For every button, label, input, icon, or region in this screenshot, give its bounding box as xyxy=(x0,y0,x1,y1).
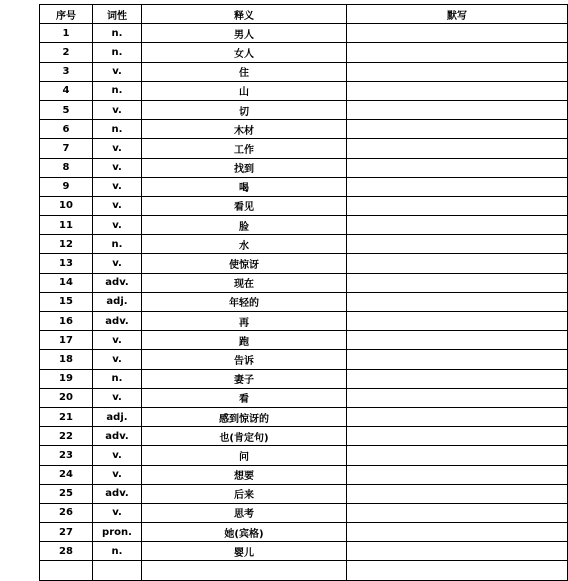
table-row xyxy=(40,235,568,254)
row-index: 19 xyxy=(40,369,93,388)
row-meaning: 看见 xyxy=(142,196,347,215)
row-meaning: 脸 xyxy=(142,216,347,235)
row-dictation-cell[interactable] xyxy=(347,446,568,465)
table-row xyxy=(40,62,568,81)
row-part-of-speech: adv. xyxy=(93,312,142,331)
row-meaning: 女人 xyxy=(142,43,347,62)
row-part-of-speech: v. xyxy=(93,216,142,235)
row-meaning: 喝 xyxy=(142,177,347,196)
row-part-of-speech: adj. xyxy=(93,292,142,311)
row-dictation-cell[interactable] xyxy=(347,503,568,522)
row-part-of-speech: pron. xyxy=(93,523,142,542)
header-index: 序号 xyxy=(40,5,93,24)
row-part-of-speech: n. xyxy=(93,369,142,388)
row-dictation-cell[interactable] xyxy=(347,312,568,331)
row-index: 8 xyxy=(40,158,93,177)
vocabulary-worksheet xyxy=(39,4,568,581)
table-row xyxy=(40,216,568,235)
table-row xyxy=(40,139,568,158)
row-index: 18 xyxy=(40,350,93,369)
row-meaning: 现在 xyxy=(142,273,347,292)
table-header-row xyxy=(40,5,568,24)
row-dictation-cell[interactable] xyxy=(347,62,568,81)
row-index: 26 xyxy=(40,503,93,522)
row-meaning: 工作 xyxy=(142,139,347,158)
table-row xyxy=(40,542,568,561)
row-dictation-cell[interactable] xyxy=(347,177,568,196)
row-index: 2 xyxy=(40,43,93,62)
row-dictation-cell[interactable] xyxy=(347,407,568,426)
row-meaning: 告诉 xyxy=(142,350,347,369)
table-row xyxy=(40,120,568,139)
row-index: 3 xyxy=(40,62,93,81)
row-index xyxy=(40,561,93,580)
row-meaning: 山 xyxy=(142,81,347,100)
table-row xyxy=(40,369,568,388)
row-meaning: 妻子 xyxy=(142,369,347,388)
row-meaning: 看 xyxy=(142,388,347,407)
row-meaning xyxy=(142,561,347,580)
row-dictation-cell[interactable] xyxy=(347,158,568,177)
row-index: 5 xyxy=(40,100,93,119)
row-dictation-cell[interactable] xyxy=(347,216,568,235)
row-part-of-speech: v. xyxy=(93,139,142,158)
row-part-of-speech: n. xyxy=(93,542,142,561)
row-dictation-cell[interactable] xyxy=(347,350,568,369)
row-index: 23 xyxy=(40,446,93,465)
table-row xyxy=(40,158,568,177)
row-part-of-speech: v. xyxy=(93,62,142,81)
row-meaning: 感到惊讶的 xyxy=(142,407,347,426)
row-meaning: 跑 xyxy=(142,331,347,350)
row-part-of-speech: adv. xyxy=(93,484,142,503)
row-dictation-cell[interactable] xyxy=(347,235,568,254)
table-body xyxy=(40,24,568,580)
table-row xyxy=(40,523,568,542)
row-index: 9 xyxy=(40,177,93,196)
row-dictation-cell[interactable] xyxy=(347,292,568,311)
row-meaning: 年轻的 xyxy=(142,292,347,311)
row-meaning: 思考 xyxy=(142,503,347,522)
row-dictation-cell[interactable] xyxy=(347,273,568,292)
table-row xyxy=(40,312,568,331)
row-meaning: 木材 xyxy=(142,120,347,139)
row-meaning: 后来 xyxy=(142,484,347,503)
row-dictation-cell[interactable] xyxy=(347,465,568,484)
row-dictation-cell[interactable] xyxy=(347,254,568,273)
table-row xyxy=(40,273,568,292)
row-part-of-speech: n. xyxy=(93,120,142,139)
row-index: 4 xyxy=(40,81,93,100)
table-row xyxy=(40,24,568,43)
row-index: 6 xyxy=(40,120,93,139)
row-dictation-cell[interactable] xyxy=(347,24,568,43)
row-index: 27 xyxy=(40,523,93,542)
table-row xyxy=(40,484,568,503)
row-part-of-speech: v. xyxy=(93,158,142,177)
row-part-of-speech xyxy=(93,561,142,580)
row-index: 17 xyxy=(40,331,93,350)
row-index: 22 xyxy=(40,427,93,446)
table-row xyxy=(40,503,568,522)
row-index: 24 xyxy=(40,465,93,484)
row-dictation-cell[interactable] xyxy=(347,331,568,350)
row-dictation-cell[interactable] xyxy=(347,561,568,580)
vocabulary-table xyxy=(39,4,568,581)
row-part-of-speech: v. xyxy=(93,388,142,407)
row-part-of-speech: adj. xyxy=(93,407,142,426)
table-row xyxy=(40,331,568,350)
row-part-of-speech: n. xyxy=(93,24,142,43)
row-meaning: 找到 xyxy=(142,158,347,177)
row-part-of-speech: v. xyxy=(93,177,142,196)
row-dictation-cell[interactable] xyxy=(347,523,568,542)
row-meaning: 问 xyxy=(142,446,347,465)
row-part-of-speech: adv. xyxy=(93,273,142,292)
table-row xyxy=(40,177,568,196)
table-row xyxy=(40,465,568,484)
table-row xyxy=(40,81,568,100)
table-row xyxy=(40,388,568,407)
table-row xyxy=(40,43,568,62)
row-meaning: 使惊讶 xyxy=(142,254,347,273)
row-index: 12 xyxy=(40,235,93,254)
row-meaning: 切 xyxy=(142,100,347,119)
row-dictation-cell[interactable] xyxy=(347,100,568,119)
row-index: 13 xyxy=(40,254,93,273)
table-row xyxy=(40,446,568,465)
row-index: 21 xyxy=(40,407,93,426)
row-part-of-speech: n. xyxy=(93,235,142,254)
row-meaning: 男人 xyxy=(142,24,347,43)
row-meaning: 住 xyxy=(142,62,347,81)
table-row xyxy=(40,254,568,273)
table-row xyxy=(40,350,568,369)
row-part-of-speech: v. xyxy=(93,503,142,522)
row-part-of-speech: n. xyxy=(93,81,142,100)
row-dictation-cell[interactable] xyxy=(347,369,568,388)
header-meaning: 释义 xyxy=(142,5,347,24)
table-row xyxy=(40,561,568,580)
row-dictation-cell[interactable] xyxy=(347,196,568,215)
row-index: 28 xyxy=(40,542,93,561)
row-index: 16 xyxy=(40,312,93,331)
header-part-of-speech: 词性 xyxy=(93,5,142,24)
table-row xyxy=(40,407,568,426)
row-part-of-speech: v. xyxy=(93,196,142,215)
row-part-of-speech: v. xyxy=(93,331,142,350)
row-part-of-speech: v. xyxy=(93,350,142,369)
row-meaning: 水 xyxy=(142,235,347,254)
row-index: 14 xyxy=(40,273,93,292)
row-dictation-cell[interactable] xyxy=(347,120,568,139)
row-dictation-cell[interactable] xyxy=(347,43,568,62)
row-dictation-cell[interactable] xyxy=(347,81,568,100)
row-index: 25 xyxy=(40,484,93,503)
row-part-of-speech: n. xyxy=(93,43,142,62)
row-index: 7 xyxy=(40,139,93,158)
table-row xyxy=(40,100,568,119)
row-part-of-speech: v. xyxy=(93,254,142,273)
row-meaning: 她(宾格) xyxy=(142,523,347,542)
row-dictation-cell[interactable] xyxy=(347,542,568,561)
row-dictation-cell[interactable] xyxy=(347,388,568,407)
row-index: 11 xyxy=(40,216,93,235)
header-dictation: 默写 xyxy=(347,5,568,24)
row-part-of-speech: adv. xyxy=(93,427,142,446)
row-index: 10 xyxy=(40,196,93,215)
row-meaning: 婴儿 xyxy=(142,542,347,561)
row-meaning: 想要 xyxy=(142,465,347,484)
row-dictation-cell[interactable] xyxy=(347,484,568,503)
row-index: 15 xyxy=(40,292,93,311)
row-meaning: 再 xyxy=(142,312,347,331)
row-part-of-speech: v. xyxy=(93,465,142,484)
table-row xyxy=(40,292,568,311)
table-row xyxy=(40,427,568,446)
row-dictation-cell[interactable] xyxy=(347,139,568,158)
row-index: 1 xyxy=(40,24,93,43)
table-row xyxy=(40,196,568,215)
row-index: 20 xyxy=(40,388,93,407)
row-part-of-speech: v. xyxy=(93,100,142,119)
row-dictation-cell[interactable] xyxy=(347,427,568,446)
row-part-of-speech: v. xyxy=(93,446,142,465)
row-meaning: 也(肯定句) xyxy=(142,427,347,446)
